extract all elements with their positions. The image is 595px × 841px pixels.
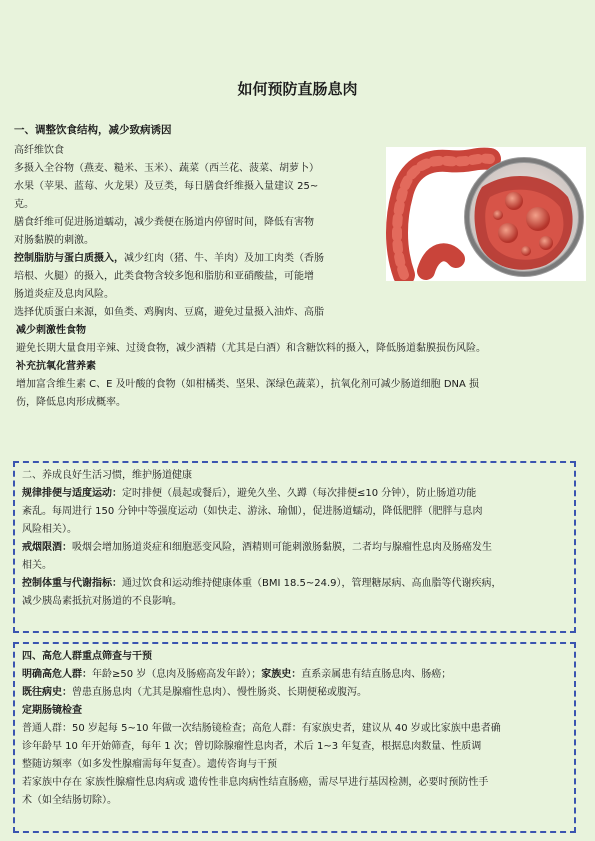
paragraph-line: 多摄入全谷物（燕麦、糙米、玉米）、蔬菜（西兰花、菠菜、胡萝卜） <box>14 163 319 174</box>
sub-heading: 减少刺激性食物 <box>16 325 86 336</box>
inline-label: 控制体重与代谢指标： <box>22 578 122 589</box>
inline-label: 既往病史： <box>22 687 72 698</box>
paragraph-line <box>14 250 380 268</box>
paragraph-line <box>22 539 567 557</box>
paragraph-line <box>22 575 567 593</box>
paragraph-line: 避免长期大量食用辛辣、过烫食物，减少酒精（尤其是白酒）和含糖饮料的摄入，降低肠道黏膜损伤风险。 <box>16 343 486 354</box>
paragraph-line: 培根、火腿）的摄入，此类食物含较多饱和脂肪和亚硝酸盐，可能增 <box>14 271 314 282</box>
inline-text: 年龄≥50 岁（息肉及肠癌高发年龄）； <box>92 669 262 680</box>
section-lifestyle-box <box>13 461 576 633</box>
paragraph-line <box>22 485 567 503</box>
section-screening-box <box>13 642 576 833</box>
paragraph-line: 肠道炎症及息肉风险。 <box>14 289 114 300</box>
inline-label: 控制脂肪与蛋白质摄入， <box>14 253 124 264</box>
inline-label: 规律排便与适度运动： <box>22 488 122 499</box>
sub-heading: 高纤维饮食 <box>14 145 64 156</box>
paragraph-line: 紊乱。每周进行 150 分钟中等强度运动（如快走、游泳、瑜伽），促进肠道蠕动，降低肥胖（肥胖与息肉 <box>22 506 483 517</box>
inline-text: 定时排便（晨起或餐后），避免久坐、久蹲（每次排便≤10 分钟），防止肠道功能 <box>122 488 477 499</box>
paragraph-line: 相关。 <box>22 560 52 571</box>
paragraph-line: 选择优质蛋白来源，如鱼类、鸡胸肉、豆腐，避免过量摄入油炸、高脂 <box>14 307 324 318</box>
page-title: 如何预防直肠息肉 <box>237 80 358 98</box>
paragraph-line: 水果（苹果、蓝莓、火龙果）及豆类，每日膳食纤维摄入量建议 25~ <box>14 181 319 192</box>
inline-label: 明确高危人群： <box>22 669 92 680</box>
paragraph-line: 伤，降低息肉形成概率。 <box>16 397 126 408</box>
paragraph-line: 克。 <box>14 199 34 210</box>
sub-heading: 定期肠镜检查 <box>22 705 82 716</box>
section-heading: 二、养成良好生活习惯，维护肠道健康 <box>22 470 192 481</box>
inline-label: 家族史： <box>261 669 302 680</box>
colon-polyp-illustration-icon <box>386 147 586 281</box>
paragraph-line: 风险相关）。 <box>22 524 77 535</box>
paragraph-line: 增加富含维生素 C、E 及叶酸的食物（如柑橘类、坚果、深绿色蔬菜），抗氧化剂可减少肠道细胞 DNA 损 <box>16 379 480 390</box>
paragraph-line <box>22 684 567 702</box>
paragraph-line: 术（如全结肠切除）。 <box>22 795 117 806</box>
paragraph-line: 若家族中存在 家族性腺瘤性息肉病或 遗传性非息肉病性结直肠癌，需尽早进行基因检测，必要时预防性手 <box>22 777 489 788</box>
inline-text: 曾患直肠息肉（尤其是腺瘤性息肉）、慢性肠炎、长期便秘或腹泻。 <box>72 687 367 698</box>
paragraph-line <box>22 666 567 684</box>
paragraph-line: 膳食纤维可促进肠道蠕动，减少粪便在肠道内停留时间，降低有害物 <box>14 217 314 228</box>
paragraph-line: 减少胰岛素抵抗对肠道的不良影响。 <box>22 596 182 607</box>
inline-text: 直系亲属患有结直肠息肉、肠癌； <box>301 669 452 680</box>
inline-text: 通过饮食和运动维持健康体重（BMI 18.5~24.9），管理糖尿病、高血脂等代谢疾病， <box>122 578 502 589</box>
paragraph-line: 对肠黏膜的刺激。 <box>14 235 94 246</box>
inline-label: 戒烟限酒： <box>22 542 72 553</box>
paragraph-line: 整随访频率（如多发性腺瘤需每年复查）。遗传咨询与干预 <box>22 759 277 770</box>
paragraph-line: 诊年龄早 10 年开始筛查，每年 1 次；曾切除腺瘤性息肉者，术后 1~3 年复查，根据息肉数量、性质调 <box>22 741 482 752</box>
section-heading: 一、调整饮食结构，减少致病诱因 <box>14 124 172 136</box>
section-heading: 四、高危人群重点筛查与干预 <box>22 651 152 662</box>
paragraph-line: 普通人群：50 岁起每 5~10 年做一次结肠镜检查；高危人群：有家族史者，建议从 40 岁或比家族中患者确 <box>22 723 501 734</box>
inline-text: 吸烟会增加肠道炎症和细胞恶变风险，酒精则可能刺激肠黏膜，二者均与腺瘤性息肉及肠癌发生 <box>72 542 492 553</box>
inline-text: 减少红肉（猪、牛、羊肉）及加工肉类（香肠 <box>124 253 324 264</box>
sub-heading: 补充抗氧化营养素 <box>16 361 96 372</box>
